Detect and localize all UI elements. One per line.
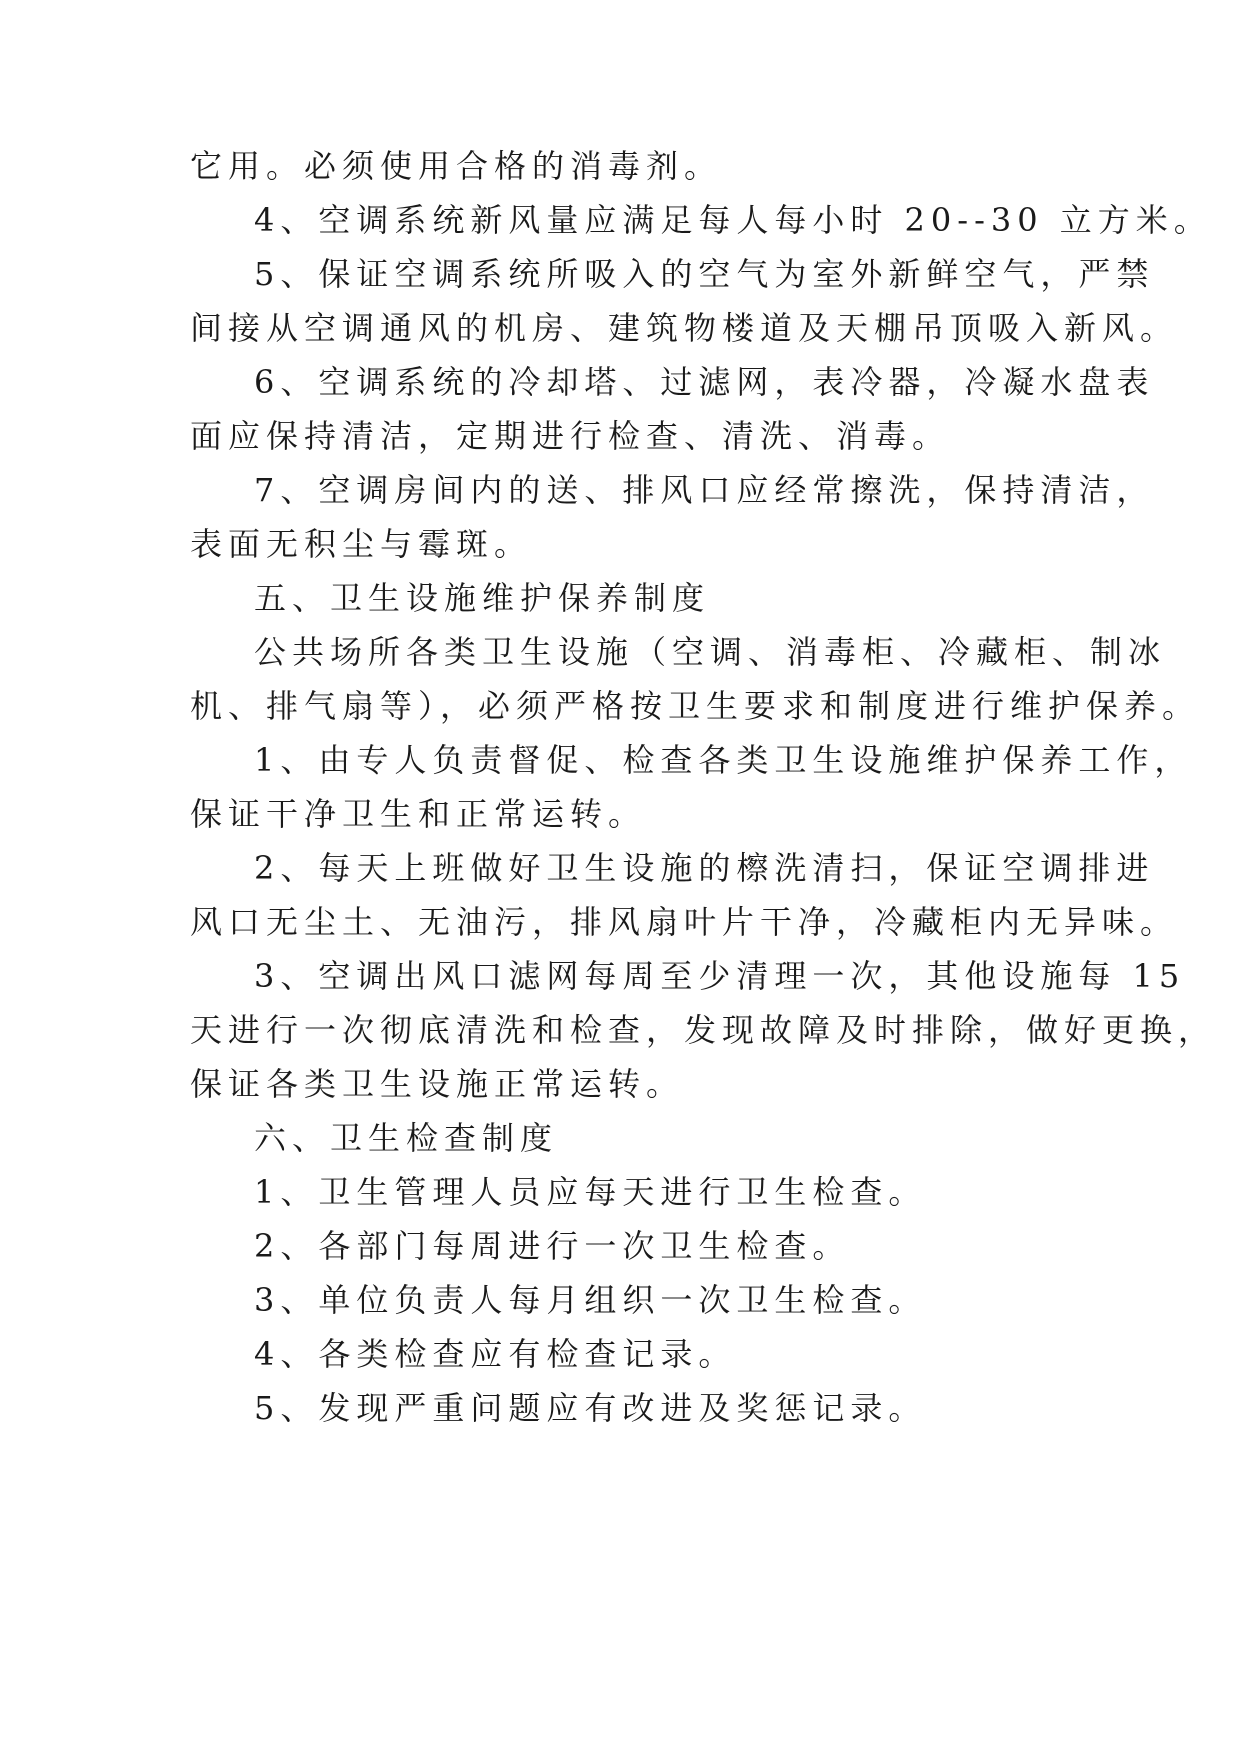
text-line: 5、发现严重问题应有改进及奖惩记录。 xyxy=(254,1389,927,1427)
text-line: 5、保证空调系统所吸入的空气为室外新鲜空气，严禁 xyxy=(254,255,1155,293)
text-line: 4、空调系统新风量应满足每人每小时 20--30 立方米。 xyxy=(254,201,1212,239)
text-line: 2、每天上班做好卫生设施的檫洗清扫，保证空调排进 xyxy=(254,849,1155,887)
text-line: 机、排气扇等），必须严格按卫生要求和制度进行维护保养。 xyxy=(190,687,1201,725)
text-line: 天进行一次彻底清洗和检查，发现故障及时排除，做好更换， xyxy=(190,1011,1217,1049)
section-heading: 六、卫生检查制度 xyxy=(254,1119,559,1157)
text-line: 4、各类检查应有检查记录。 xyxy=(254,1335,737,1373)
text-line: 间接从空调通风的机房、建筑物楼道及天棚吊顶吸入新风。 xyxy=(190,309,1179,347)
text-line: 3、空调出风口滤网每周至少清理一次，其他设施每 15 xyxy=(254,957,1186,995)
text-line: 1、卫生管理人员应每天进行卫生检查。 xyxy=(254,1173,927,1211)
text-line: 3、单位负责人每月组织一次卫生检查。 xyxy=(254,1281,927,1319)
text-line: 表面无积尘与霉斑。 xyxy=(190,525,533,563)
text-line: 公共场所各类卫生设施（空调、消毒柜、冷藏柜、制冰 xyxy=(254,633,1167,671)
text-line: 风口无尘土、无油污，排风扇叶片干净，冷藏柜内无异味。 xyxy=(190,903,1179,941)
text-line: 2、各部门每周进行一次卫生检查。 xyxy=(254,1227,851,1265)
section-heading: 五、卫生设施维护保养制度 xyxy=(254,579,711,617)
text-line: 保证干净卫生和正常运转。 xyxy=(190,795,647,833)
text-line: 保证各类卫生设施正常运转。 xyxy=(190,1065,685,1103)
text-line: 它用。必须使用合格的消毒剂。 xyxy=(190,147,723,185)
text-line: 6、空调系统的冷却塔、过滤网，表冷器，冷凝水盘表 xyxy=(254,363,1155,401)
text-line: 面应保持清洁，定期进行检查、清洗、消毒。 xyxy=(190,417,951,455)
text-line: 7、空调房间内的送、排风口应经常擦洗，保持清洁， xyxy=(254,471,1155,509)
text-line: 1、由专人负责督促、检查各类卫生设施维护保养工作， xyxy=(254,741,1193,779)
